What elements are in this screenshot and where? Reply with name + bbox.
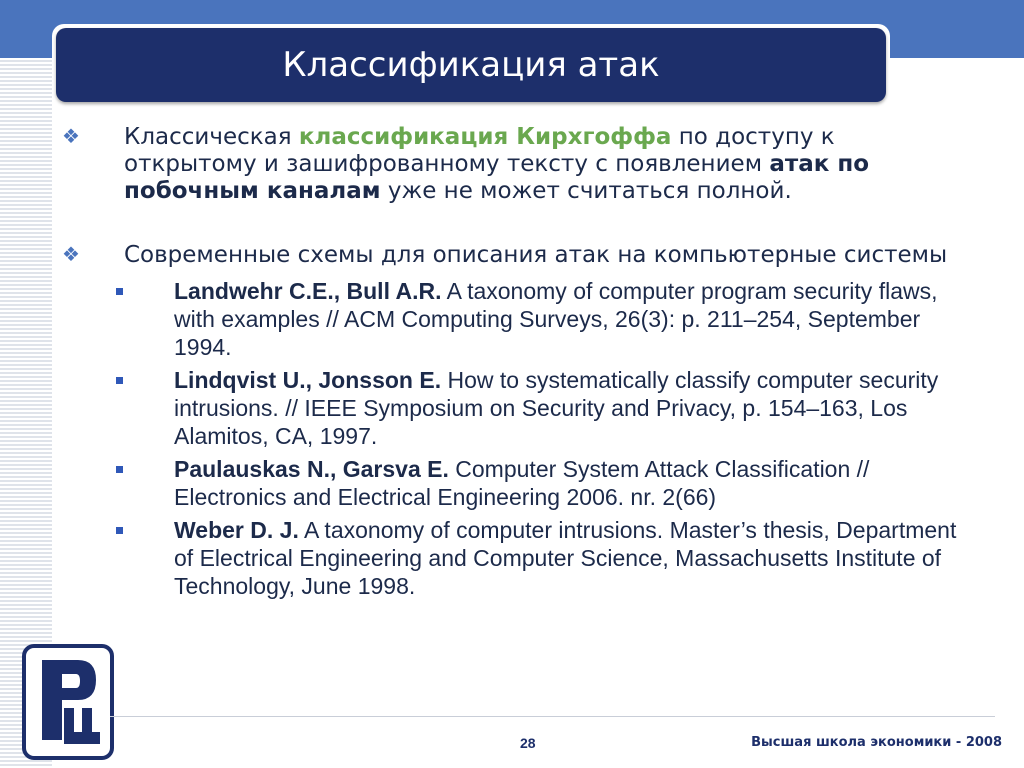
reference-text: A taxonomy of computer intrusions. Master’s thesis, Department of Electrical Engineering and Computer Science, Massachusetts Institute of Technology, June 1998. [174,517,957,599]
references-list [62,277,962,600]
diamond-bullet-icon: ❖ [62,124,80,148]
square-bullet-icon [116,466,123,473]
reference-text: A taxonomy of computer program security flaws, with examples // ACM Computing Surveys, 26(3): p. 211–254, September 1994. [174,278,938,360]
square-bullet-icon [116,527,123,534]
square-bullet-icon [116,288,123,295]
slide-content [62,124,962,605]
bullet-text-part: уже не может считаться полной. [380,178,792,204]
reference-authors: Landwehr C.E., Bull A.R. [174,278,442,304]
reference-text: Computer System Attack Classification // Electronics and Electrical Engineering 2006. nr. 2(66) [174,456,870,510]
reference-authors: Lindqvist U., Jonsson E. [174,367,442,393]
bullet-text-part: по доступу к открытому и зашифрованному тексту с появлением [124,124,835,177]
bullet-text: Современные схемы для описания атак на компьютерные системы [124,242,948,268]
reference-item [62,277,962,361]
diamond-bullet-icon: ❖ [62,242,80,266]
title-bar [56,28,886,102]
slide-title: Классификация атак [282,45,660,85]
reference-item [62,455,962,511]
reference-item [62,516,962,600]
side-channel-term: атак по побочным каналам [124,151,870,204]
square-bullet-icon [116,377,123,384]
kirchhoff-term: классификация Кирхгоффа [298,124,672,150]
hse-logo [22,644,114,760]
footer-divider [110,716,995,717]
reference-item [62,366,962,450]
reference-authors: Weber D. J. [174,517,299,543]
bullet-kirchhoff [62,124,962,205]
bullet-modern-schemes [62,242,962,269]
footer-text: Высшая школа экономики - 2008 [751,735,1002,750]
reference-authors: Paulauskas N., Garsva E. [174,456,449,482]
bullet-text-part: Классическая [124,124,299,150]
page-number: 28 [520,735,536,751]
reference-text: How to systematically classify computer security intrusions. // IEEE Symposium on Security and Privacy, p. 154–163, Los Alamitos, CA, 1997. [174,367,939,449]
